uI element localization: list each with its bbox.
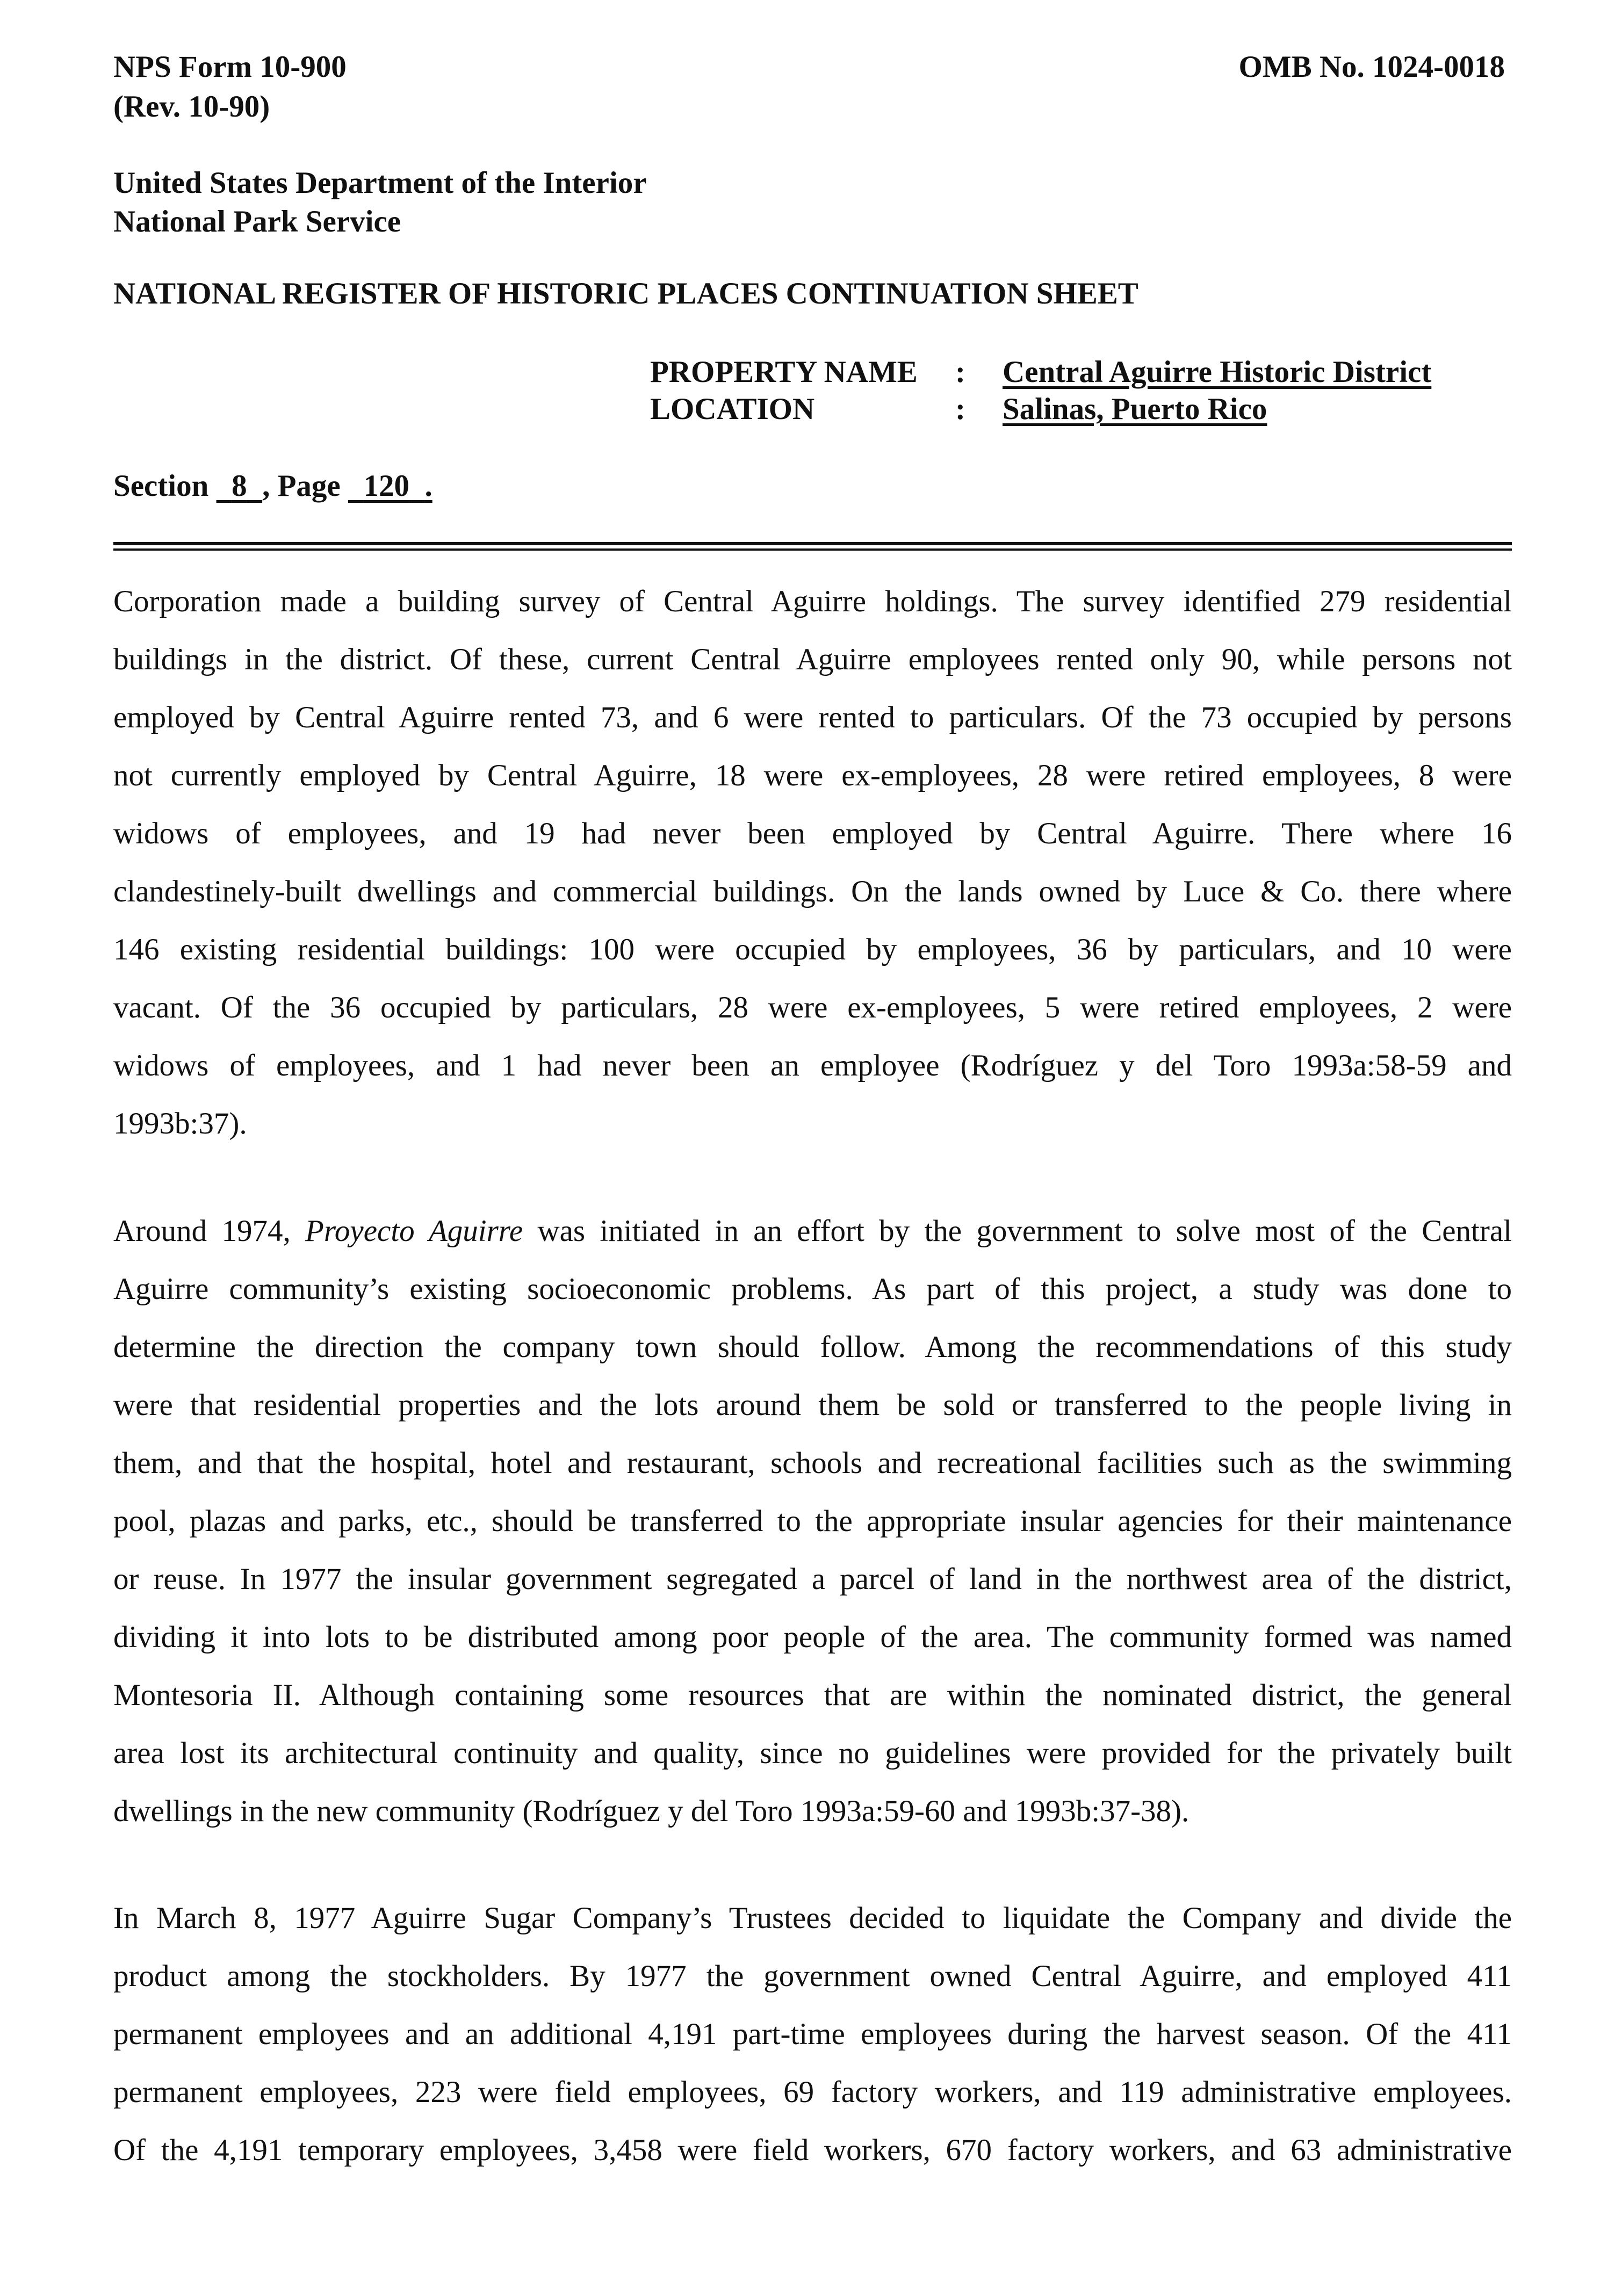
text-line: 1993b:37). — [113, 1107, 247, 1140]
service: National Park Service — [113, 205, 401, 239]
paragraph-1 — [113, 573, 1512, 1153]
omb-number: OMB No. 1024-0018 — [1238, 50, 1505, 84]
text-line: not currently employed by Central Aguirre, 18 were ex-employees, 28 were retired employees, 8 were — [113, 759, 1512, 792]
text-line: vacant. Of the 36 occupied by particulars, 28 were ex-employees, 5 were retired employees, 2 were — [113, 991, 1512, 1024]
paragraph-3 — [113, 1889, 1512, 2179]
text-line: clandestinely-built dwellings and commercial buildings. On the lands owned by Luce & Co. there where — [113, 875, 1512, 908]
text-line: In March 8, 1977 Aguirre Sugar Company’s Trustees decided to liquidate the Company and divide the — [113, 1901, 1512, 1935]
text-line: Of the 4,191 temporary employees, 3,458 were field workers, 670 factory workers, and 63 administrative — [113, 2133, 1512, 2167]
text-line: dwellings in the new community (Rodríguez y del Toro 1993a:59-60 and 1993b:37-38). — [113, 1794, 1190, 1828]
location-label: LOCATION — [650, 392, 815, 426]
text-line: or reuse. In 1977 the insular government segregated a parcel of land in the northwest area of the district, — [113, 1562, 1512, 1596]
section-page — [113, 471, 432, 501]
text-line: permanent employees and an additional 4,191 part-time employees during the harvest season. Of the 411 — [113, 2017, 1512, 2051]
header-divider-top — [113, 542, 1512, 545]
text-line: determine the direction the company town should follow. Among the recommendations of this study — [113, 1330, 1512, 1364]
paragraph-2 — [113, 1202, 1512, 1840]
form-number: NPS Form 10-900 — [113, 50, 347, 84]
text-line: were that residential properties and the lots around them be sold or transferred to the people living in — [113, 1388, 1512, 1422]
property-value: Central Aguirre Historic District — [1003, 355, 1432, 389]
text-line: permanent employees, 223 were field employees, 69 factory workers, and 119 administrative employees. — [113, 2075, 1512, 2109]
form-revision: (Rev. 10-90) — [113, 90, 270, 124]
text-line: Corporation made a building survey of Central Aguirre holdings. The survey identified 279 residential — [113, 584, 1512, 618]
section-label: Section — [113, 469, 209, 503]
text-line: 146 existing residential buildings: 100 were occupied by employees, 36 by particulars, and 10 were — [113, 933, 1512, 966]
page-label: , Page — [262, 469, 341, 503]
text-line: them, and that the hospital, hotel and restaurant, schools and recreational facilities such as the swimming — [113, 1446, 1512, 1480]
text-line: dividing it into lots to be distributed among poor people of the area. The community formed was named — [113, 1620, 1512, 1654]
header-divider-bottom — [113, 548, 1512, 551]
department: United States Department of the Interior — [113, 166, 647, 200]
text-line: Montesoria II. Although containing some resources that are within the nominated district, the general — [113, 1678, 1512, 1712]
text-line: area lost its architectural continuity and quality, since no guidelines were provided for the privately built — [113, 1736, 1512, 1770]
section-value: 8 — [232, 469, 247, 503]
text-line: Around 1974, Proyecto Aguirre was initiated in an effort by the government to solve most of the Central — [113, 1214, 1512, 1248]
text-line: buildings in the district. Of these, current Central Aguirre employees rented only 90, while persons not — [113, 642, 1512, 676]
text-line: pool, plazas and parks, etc., should be transferred to the appropriate insular agencies for their maintenance — [113, 1504, 1512, 1538]
text-line: widows of employees, and 19 had never been employed by Central Aguirre. There where 16 — [113, 817, 1512, 850]
sheet-title: NATIONAL REGISTER OF HISTORIC PLACES CONTINUATION SHEET — [113, 277, 1138, 311]
property-label: PROPERTY NAME — [650, 355, 918, 389]
location-value: Salinas, Puerto Rico — [1003, 392, 1267, 426]
property-colon: : — [955, 355, 965, 389]
text-line: product among the stockholders. By 1977 the government owned Central Aguirre, and employed 411 — [113, 1959, 1512, 1993]
text-line: Aguirre community’s existing socioeconomic problems. As part of this project, a study was done to — [113, 1272, 1512, 1306]
text-line: employed by Central Aguirre rented 73, and 6 were rented to particulars. Of the 73 occupied by persons — [113, 701, 1512, 734]
location-colon: : — [955, 392, 965, 426]
text-line: widows of employees, and 1 had never been an employee (Rodríguez y del Toro 1993a:58-59 and — [113, 1049, 1512, 1082]
page-value: 120 . — [363, 469, 432, 503]
